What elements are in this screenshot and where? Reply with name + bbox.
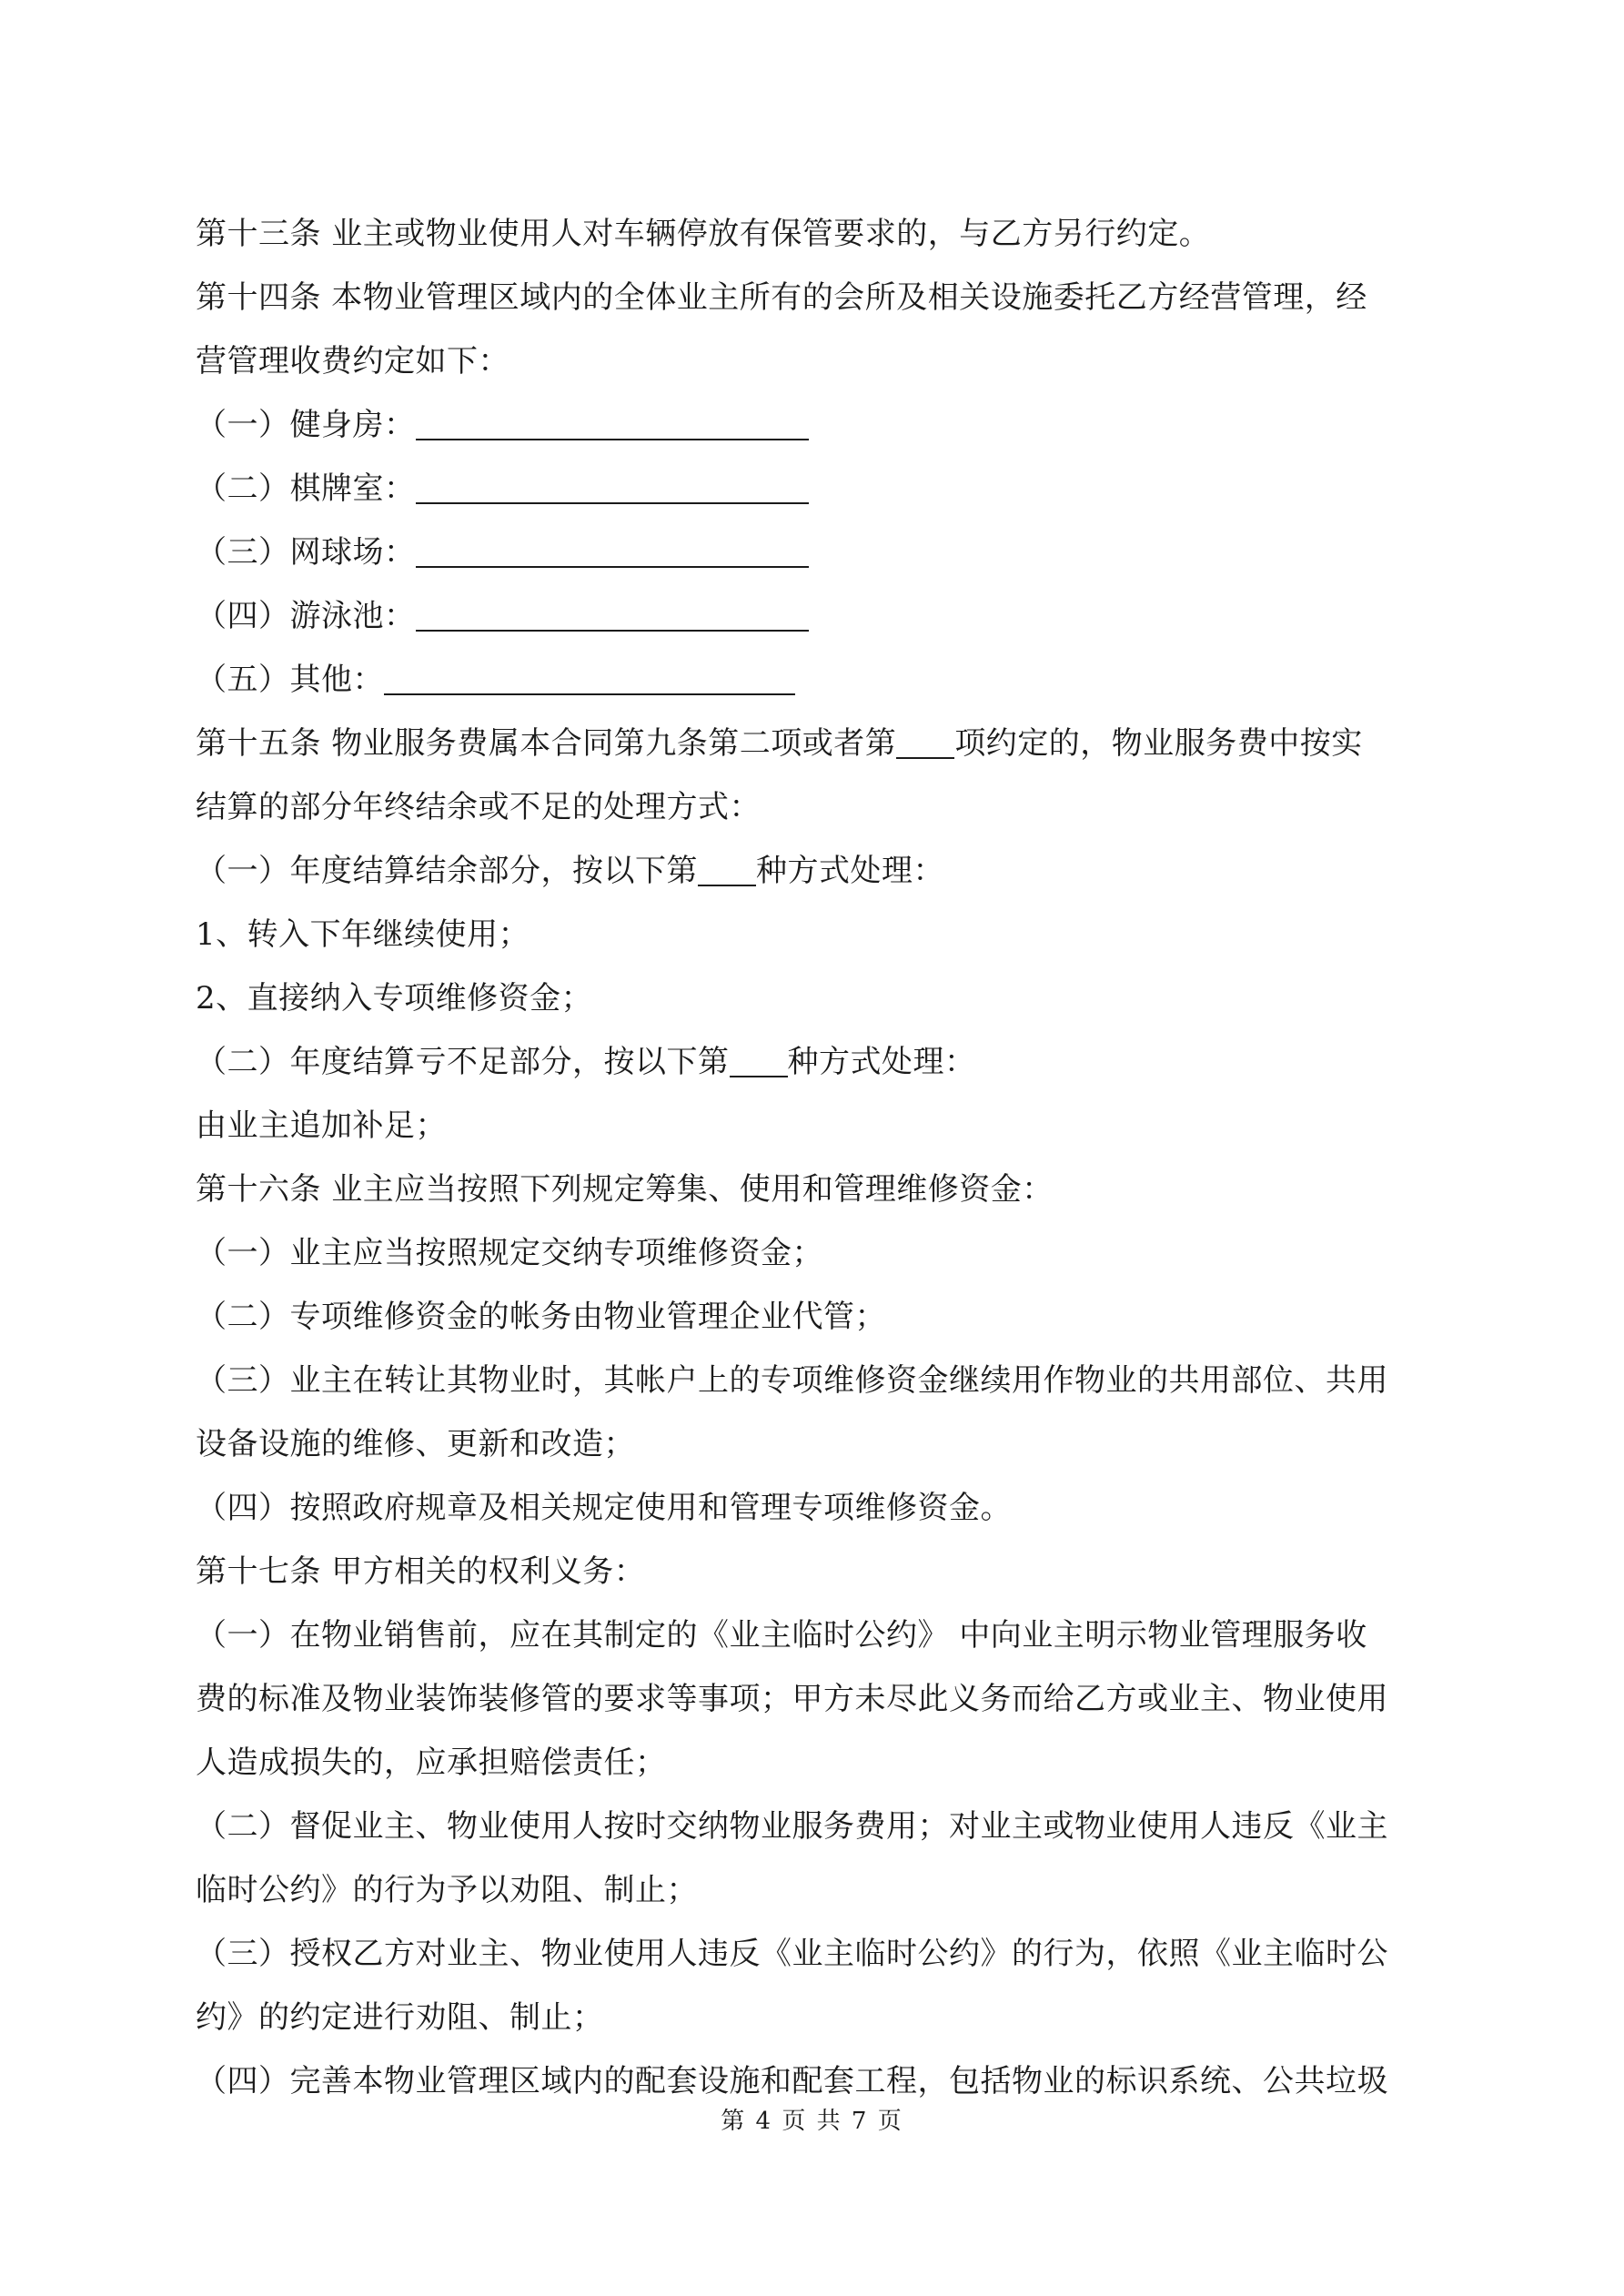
surplus-text-b: 种方式处理：: [756, 853, 944, 889]
fee-item-label: （三）网球场：: [196, 534, 416, 571]
fee-item-label: （二）棋牌室：: [196, 470, 416, 507]
surplus-text-a: （一）年度结算结余部分，按以下第: [196, 853, 698, 889]
fill-in-blank: [416, 533, 809, 568]
surplus-option-2: 2、直接纳入专项维修资金；: [196, 980, 593, 1017]
fee-item-chess-room: [196, 457, 1442, 521]
deficit-text-a: （二）年度结算亏不足部分，按以下第: [196, 1044, 730, 1080]
article-16-item-3-line-1: （三）业主在转让其物业时，其帐户上的专项维修资金继续用作物业的共用部位、共用: [196, 1362, 1388, 1399]
fill-in-blank: [896, 724, 954, 759]
surplus-handling: [196, 839, 1442, 903]
article-15-text-a: 第十五条 物业服务费属本合同第九条第二项或者第: [196, 725, 897, 762]
fee-item-label: （四）游泳池：: [196, 598, 416, 634]
fill-in-blank: [416, 597, 809, 632]
article-17-item-1-line-3: 人造成损失的，应承担赔偿责任；: [196, 1745, 667, 1781]
document-body: [196, 202, 1442, 2113]
page-footer: 第 4 页 共 7 页: [721, 2108, 903, 2135]
fee-item-label: （一）健身房：: [196, 407, 416, 443]
fill-in-blank: [416, 470, 809, 504]
fee-item-tennis-court: [196, 521, 1442, 584]
article-16-item-1: （一）业主应当按照规定交纳专项维修资金；: [196, 1235, 823, 1271]
deficit-text-b: 种方式处理：: [787, 1044, 976, 1080]
fee-item-swimming-pool: [196, 584, 1442, 648]
fill-in-blank: [416, 406, 809, 440]
article-16-item-3-line-2: 设备设施的维修、更新和改造；: [196, 1426, 635, 1462]
article-13: 第十三条 业主或物业使用人对车辆停放有保管要求的，与乙方另行约定。: [196, 216, 1211, 252]
article-17-item-4-line-1: （四）完善本物业管理区域内的配套设施和配套工程，包括物业的标识系统、公共垃圾: [196, 2063, 1388, 2099]
deficit-option: 由业主追加补足；: [196, 1108, 447, 1144]
deficit-handling: [196, 1030, 1442, 1094]
article-17-item-2-line-2: 临时公约》的行为予以劝阻、制止；: [196, 1872, 698, 1908]
fill-in-blank: [730, 1043, 788, 1077]
fee-item-label: （五）其他：: [196, 662, 384, 698]
article-17: 第十七条 甲方相关的权利义务：: [196, 1553, 646, 1590]
article-17-item-3-line-1: （三）授权乙方对业主、物业使用人违反《业主临时公约》的行为，依照《业主临时公: [196, 1936, 1388, 1972]
article-17-item-3-line-2: 约》的约定进行劝阻、制止；: [196, 1999, 604, 2036]
article-16: 第十六条 业主应当按照下列规定筹集、使用和管理维修资金：: [196, 1171, 1054, 1208]
fee-item-gym: [196, 393, 1442, 457]
article-17-item-1-line-2: 费的标准及物业装饰装修管的要求等事项；甲方未尽此义务而给乙方或业主、物业使用: [196, 1681, 1388, 1717]
surplus-option-1: 1、转入下年继续使用；: [196, 916, 530, 953]
fee-item-other: [196, 648, 1442, 712]
article-15-line-2: 结算的部分年终结余或不足的处理方式：: [196, 789, 761, 825]
article-15-text-b: 项约定的，物业服务费中按实: [954, 725, 1363, 762]
fill-in-blank: [384, 661, 795, 695]
article-15-line-1: [196, 712, 1442, 775]
article-14-line-1: 第十四条 本物业管理区域内的全体业主所有的会所及相关设施委托乙方经营管理，经: [196, 279, 1367, 316]
fill-in-blank: [698, 852, 756, 886]
article-16-item-4: （四）按照政府规章及相关规定使用和管理专项维修资金。: [196, 1490, 1012, 1526]
article-16-item-2: （二）专项维修资金的帐务由物业管理企业代管；: [196, 1299, 886, 1335]
article-17-item-1-line-1: （一）在物业销售前，应在其制定的《业主临时公约》 中向业主明示物业管理服务收: [196, 1617, 1367, 1654]
article-14-line-2: 营管理收费约定如下：: [196, 343, 509, 379]
article-17-item-2-line-1: （二）督促业主、物业使用人按时交纳物业服务费用；对业主或物业使用人违反《业主: [196, 1808, 1388, 1845]
